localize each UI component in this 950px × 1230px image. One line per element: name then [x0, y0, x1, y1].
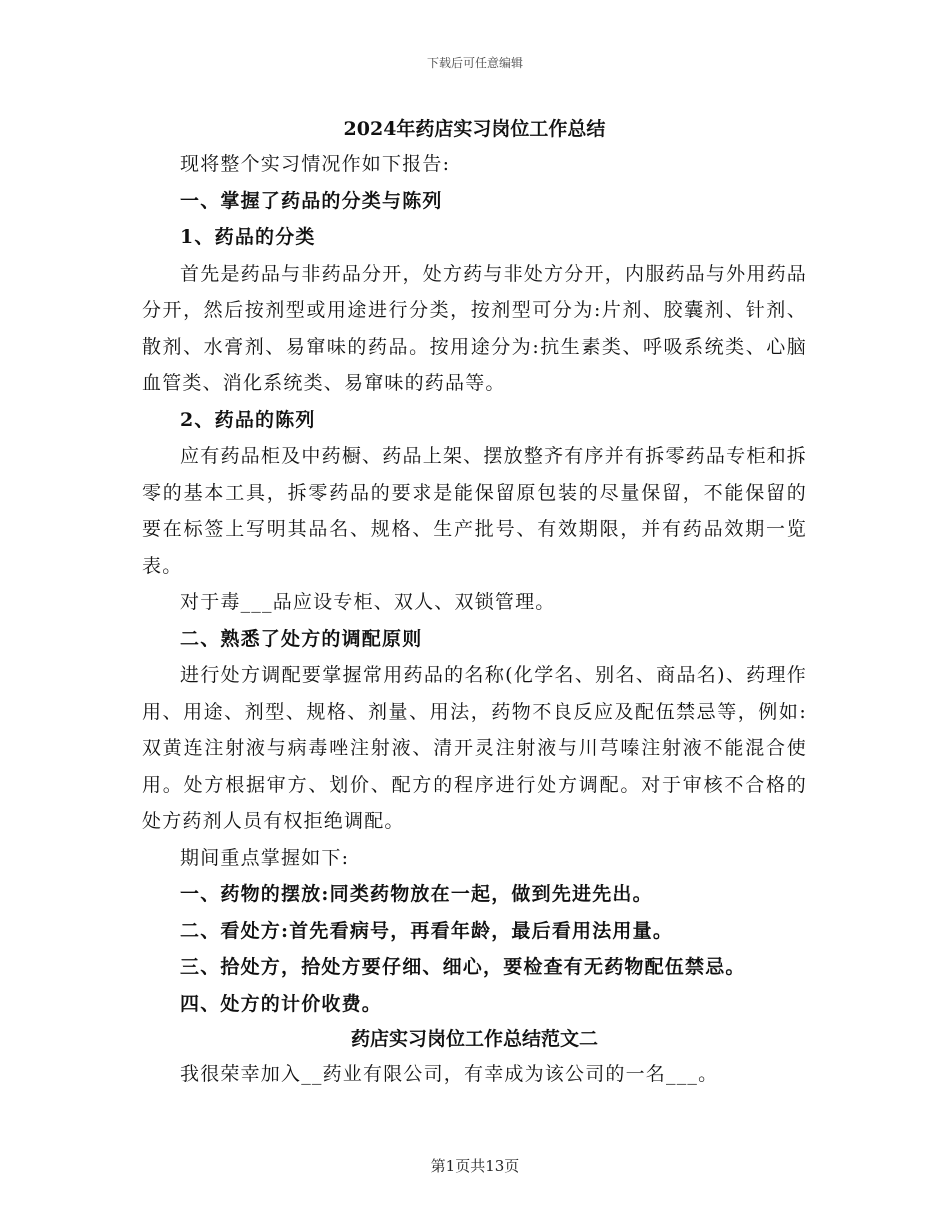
key-point-2: 二、看处方:首先看病号，再看年龄，最后看用法用量。: [180, 919, 674, 942]
page-footer: 第1页共13页: [430, 1157, 520, 1175]
paragraph-prescription: 进行处方调配要掌握常用药品的名称(化学名、别名、商品名)、药理作用、用途、剂型、规格、剂量、用法，药物不良反应及配伍禁忌等，例如:双黄连注射液与病毒唑注射液、清开灵注射液与川芎嗪注射液不能混合使用。处方根据审方、划价、配方的程序进行处方调配。对于审核不合格的处方药剂人员有权拒绝调配。: [142, 664, 807, 832]
subheading-display: 2、药品的陈列: [180, 408, 316, 431]
key-point-1: 一、药物的摆放:同类药物放在一起，做到先进先出。: [180, 883, 653, 905]
paragraph-toxic-management: 对于毒___品应设专柜、双人、双锁管理。: [180, 591, 556, 613]
paragraph-classification: 首先是药品与非药品分开，处方药与非处方分开，内服药品与外用药品分开，然后按剂型或用途进行分类，按剂型可分为:片剂、胶囊剂、针剂、散剂、水膏剂、易窜味的药品。按用途分为:抗生素类、呼吸系统类、心脑血管类、消化系统类、易窜味的药品等。: [142, 262, 807, 394]
section-2-intro: 我很荣幸加入__药业有限公司，有幸成为该公司的一名___。: [180, 1063, 719, 1085]
intro-paragraph: 现将整个实习情况作如下报告:: [180, 153, 451, 175]
key-point-3: 三、拾处方，拾处方要仔细、细心，要检查有无药物配伍禁忌。: [180, 956, 746, 978]
paragraph-display: 应有药品柜及中药橱、药品上架、摆放整齐有序并有拆零药品专柜和拆零的基本工具，拆零药品的要求是能保留原包装的尽量保留，不能保留的要在标签上写明其品名、规格、生产批号、有效期限，并有药品效期一览表。: [142, 445, 807, 577]
heading-section-1: 一、掌握了药品的分类与陈列: [180, 189, 443, 212]
header-note: 下载后可任意编辑: [426, 56, 523, 70]
subheading-classification: 1、药品的分类: [180, 226, 316, 248]
paragraph-key-points: 期间重点掌握如下:: [180, 846, 350, 869]
document-title: 2024年药店实习岗位工作总结: [343, 118, 606, 140]
section-2-title: 药店实习岗位工作总结范文二: [350, 1028, 598, 1050]
heading-section-2: 二、熟悉了处方的调配原则: [180, 627, 423, 650]
document-body: [142, 112, 807, 1093]
key-point-4: 四、处方的计价收费。: [180, 992, 383, 1015]
